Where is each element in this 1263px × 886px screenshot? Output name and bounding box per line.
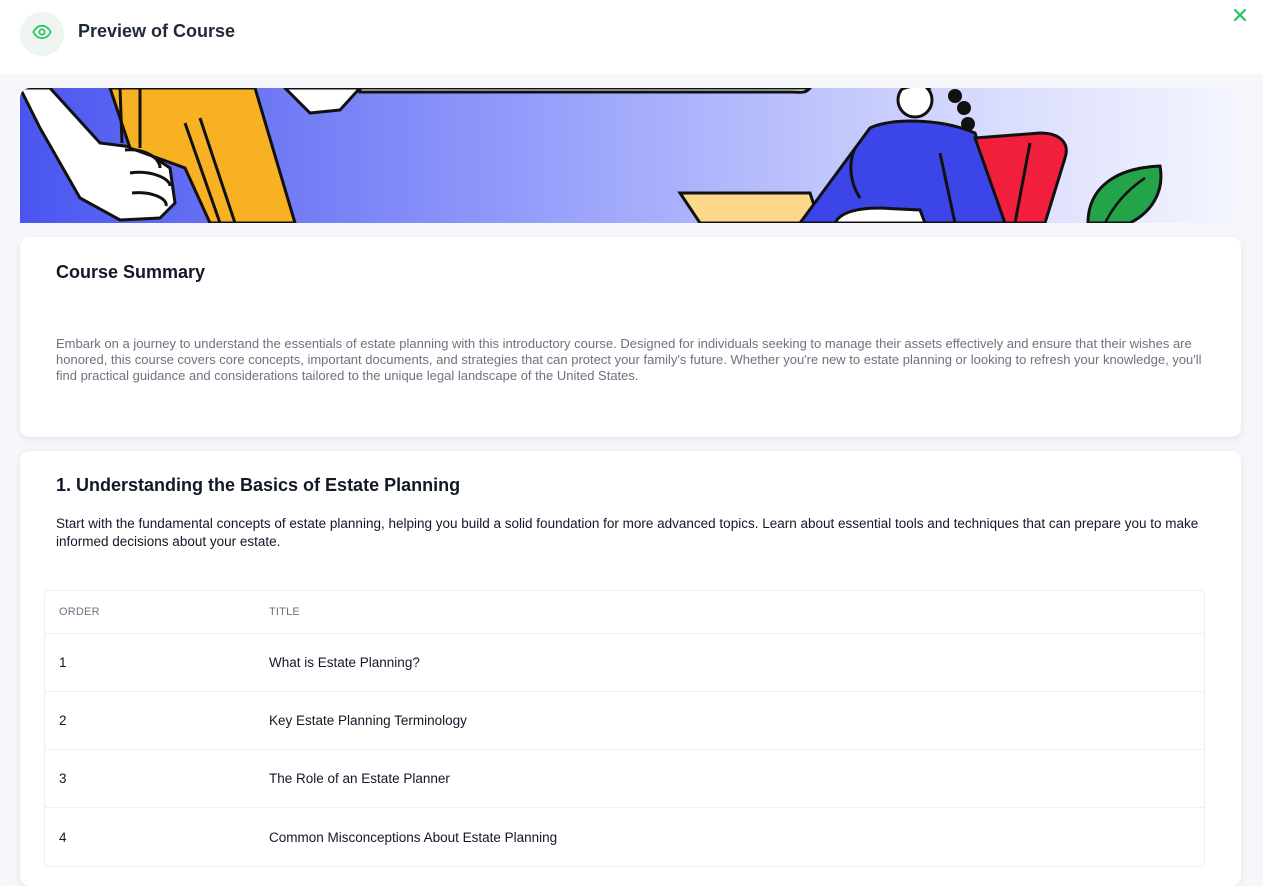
course-summary-card — [20, 237, 1241, 437]
course-banner — [20, 88, 1241, 223]
close-icon — [1233, 8, 1247, 27]
table-row[interactable] — [45, 750, 1204, 808]
module-card — [20, 451, 1241, 886]
lesson-order: 4 — [59, 829, 67, 845]
title-column-header: TITLE — [269, 606, 300, 618]
banner-illustration — [20, 88, 1241, 223]
table-row[interactable] — [45, 692, 1204, 750]
lesson-order: 3 — [59, 771, 67, 786]
summary-title: Course Summary — [56, 262, 206, 282]
page-title: Preview of Course — [78, 21, 236, 41]
summary-text: Embark on a journey to understand the essentials of estate planning with this introductory course. Designed for individuals seeking to manage their assets effectively and ensure that their wishes are honored, this course covers core concepts, important documents, and strategies that can protect your family's future. Whether you're new to estate planning or looking to refresh your knowledge, you'll find practical guidance and considerations tailored to the unique legal landscape of the United States. — [56, 336, 1202, 383]
lesson-order: 1 — [59, 655, 67, 670]
table-row[interactable] — [45, 808, 1204, 866]
module-title: 1. Understanding the Basics of Estate Planning — [56, 475, 461, 495]
lesson-order: 2 — [59, 713, 67, 728]
lesson-title: The Role of an Estate Planner — [269, 771, 450, 786]
lesson-title: Key Estate Planning Terminology — [269, 713, 467, 728]
preview-badge — [20, 12, 64, 56]
lessons-table — [44, 590, 1205, 867]
order-column-header: ORDER — [59, 606, 100, 618]
table-row[interactable] — [45, 634, 1204, 692]
modal-header — [0, 0, 1263, 74]
close-button[interactable] — [1229, 6, 1251, 28]
eye-icon — [32, 22, 52, 47]
lesson-title: Common Misconceptions About Estate Planning — [269, 829, 558, 845]
lesson-title: What is Estate Planning? — [269, 655, 420, 670]
table-header-row — [45, 591, 1204, 634]
module-description: Start with the fundamental concepts of estate planning, helping you build a solid foundation for more advanced topics. Learn about essential tools and techniques that can prepare you to make informed decisions about your estate. — [56, 516, 1199, 549]
